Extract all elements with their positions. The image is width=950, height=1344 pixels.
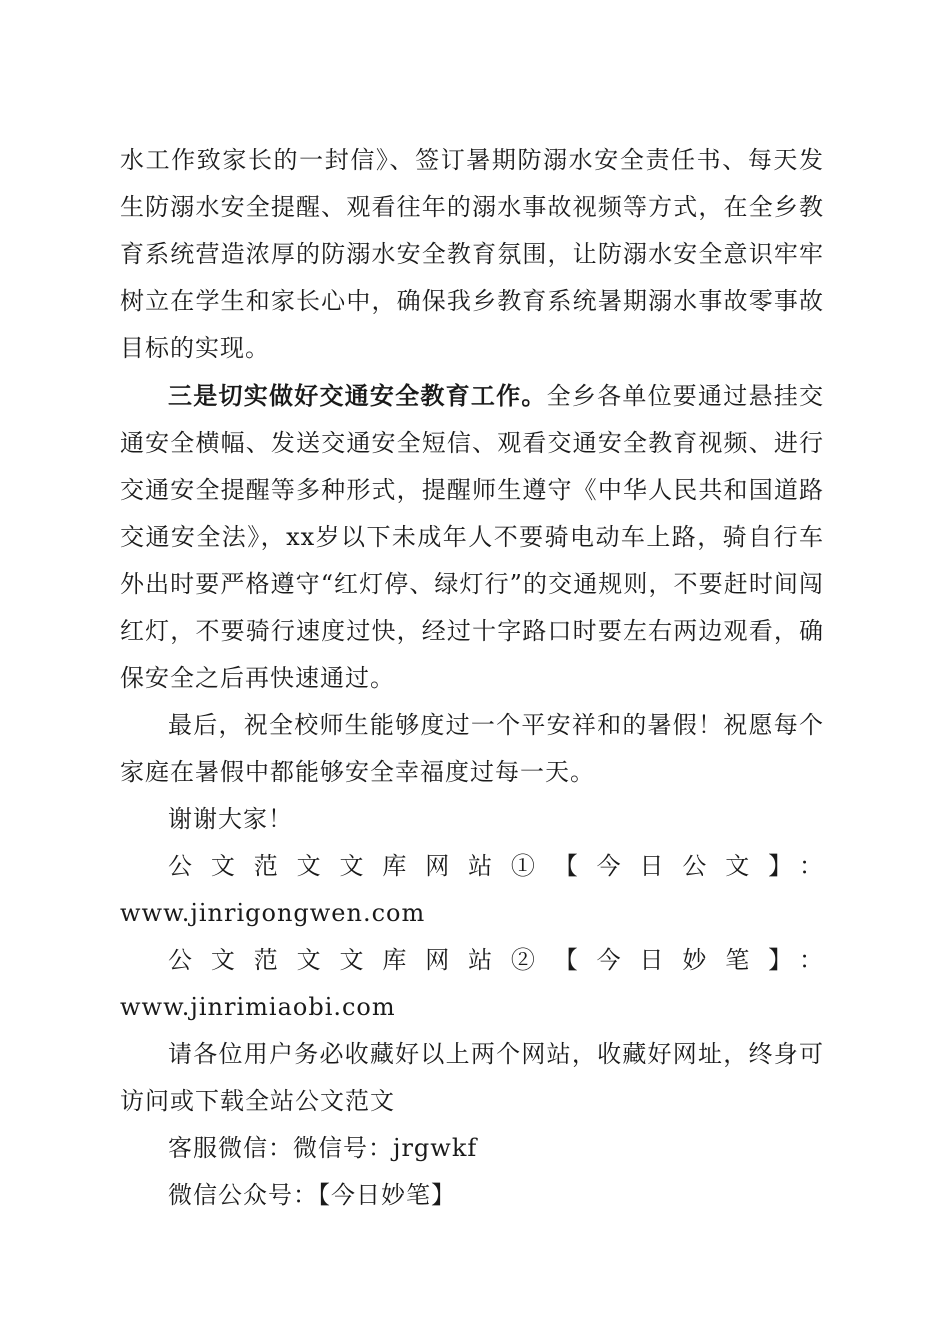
wechat-service-line: 客服微信：微信号：jrgwkf	[168, 1134, 478, 1162]
site2-line: 公文范文文库网站②【今日妙笔】：www.jinrimiaobi.com	[120, 946, 824, 1021]
paragraph-traffic-safety	[120, 372, 824, 702]
paragraph-traffic-safety-lead: 三是切实做好交通安全教育工作。	[168, 381, 547, 410]
document-page	[120, 137, 824, 1219]
site1-url: www.jinrigongwen.com	[120, 899, 426, 927]
paragraph-drowning-safety: 水工作致家长的一封信》、签订暑期防溺水安全责任书、每天发生防溺水安全提醒、观看往年的溺水事故视频等方式，在全乡教育系统营造浓厚的防溺水安全教育氛围，让防溺水安全意识牢牢树立在学生和家长心中，确保我乡教育系统暑期溺水事故零事故目标的实现。	[120, 146, 824, 362]
paragraph-traffic-safety-body: 全乡各单位要通过悬挂交通安全横幅、发送交通安全短信、观看交通安全教育视频、进行交通安全提醒等多种形式，提醒师生遵守《中华人民共和国道路交通安全法》，xx岁以下未成年人不要骑电动车上路，骑自行车外出时要严格遵守“红灯停、绿灯行”的交通规则，不要赶时间闯红灯，不要骑行速度过快，经过十字路口时要左右两边观看，确保安全之后再快速通过。	[120, 382, 825, 692]
paragraph-thanks: 谢谢大家！	[168, 805, 293, 833]
wechat-public-line: 微信公众号：【今日妙笔】	[168, 1181, 456, 1209]
paragraph-closing-wishes: 最后，祝全校师生能够度过一个平安祥和的暑假！祝愿每个家庭在暑假中都能够安全幸福度过每一天。	[120, 711, 824, 786]
bookmark-notice: 请各位用户务必收藏好以上两个网站，收藏好网址，终身可访问或下载全站公文范文	[120, 1040, 824, 1115]
site1-label: 公文范文文库网站①【今日公文】：	[168, 852, 824, 880]
